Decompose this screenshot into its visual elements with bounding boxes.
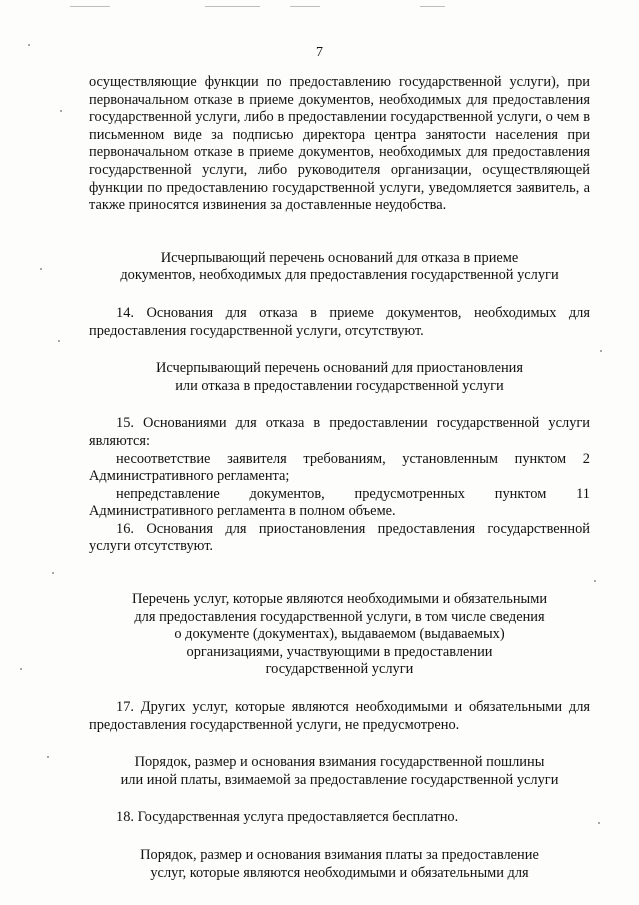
scan-speck — [598, 822, 600, 824]
heading-line: о документе (документах), выдаваемом (выдаваемых) — [174, 626, 505, 643]
document-body — [89, 74, 590, 882]
paragraph: 15. Основаниями для отказа в предоставлении государственной услуги являются: — [89, 415, 590, 449]
scan-speck — [600, 350, 602, 352]
paragraph: 16. Основания для приостановления предоставления государственной услуги отсутствуют. — [89, 520, 590, 555]
paragraph: 14. Основания для отказа в приеме документов, необходимых для предоставления государственной услуги, отсутствуют. — [89, 304, 590, 339]
section-heading — [89, 360, 590, 395]
heading-line: документов, необходимых для предоставления государственной услуги — [120, 267, 559, 284]
scan-speck — [47, 756, 49, 758]
scan-speck — [40, 268, 42, 270]
heading-line: Исчерпывающий перечень оснований для отказа в приеме — [160, 249, 519, 266]
scan-speck — [20, 668, 22, 670]
paragraph: 18. Государственная услуга предоставляется бесплатно. — [116, 809, 459, 826]
heading-line: Порядок, размер и основания взимания платы за предоставление — [140, 847, 539, 863]
paragraph: 17. Других услуг, которые являются необходимыми и обязательными для предоставления государственной услуги, не предусмотрено. — [89, 699, 590, 733]
heading-line: услуг, которые являются необходимыми и обязательными для — [150, 864, 529, 881]
heading-line: государственной услуги — [265, 661, 414, 678]
paragraph: осуществляющие функции по предоставлению государственной услуги), при первоначальном отказе в приеме документов, необходимых для предоставления государственной услуги, либо в предоставлении государственной услуги, о чем в письменном виде за подписью директора центра занятости населения при первоначальном отказе в приеме документов, необходимых для предоставления государственной услуги, либо руководителя организации, осуществляющей функции по предоставлению государственной услуги, уведомляется заявитель, а также приносятся извинения за доставленные неудобства. — [89, 74, 590, 214]
scan-speck — [594, 580, 596, 582]
paragraph: непредставление документов, предусмотренных пунктом 11 Административного регламента в полном объеме. — [89, 485, 590, 520]
heading-line: или отказа в предоставлении государственной услуги — [175, 377, 504, 394]
scan-speck — [60, 110, 62, 112]
paragraph: несоответствие заявителя требованиям, установленным пунктом 2 Административного регламента; — [89, 450, 590, 485]
heading-line: Исчерпывающий перечень оснований для приостановления — [155, 360, 524, 377]
scan-artifact-line — [420, 6, 445, 7]
page-number: 7 — [316, 45, 323, 60]
scan-speck — [52, 572, 54, 574]
heading-line: для предоставления государственной услуги, в том числе сведения — [134, 608, 545, 625]
section-heading — [89, 591, 590, 679]
scan-artifact-line — [290, 6, 320, 7]
scan-artifact-line — [205, 6, 260, 7]
heading-line: или иной платы, взимаемой за предоставление государственной услуги — [120, 771, 559, 788]
section-heading — [89, 847, 590, 882]
heading-line: Порядок, размер и основания взимания государственной пошлины — [134, 754, 545, 771]
heading-line: Перечень услуг, которые являются необходимыми и обязательными — [131, 591, 548, 608]
heading-line: организациями, участвующими в предоставлении — [186, 643, 493, 660]
section-heading — [89, 754, 590, 789]
scan-speck — [58, 340, 60, 342]
scan-artifact-line — [70, 6, 110, 7]
section-heading — [89, 250, 590, 285]
